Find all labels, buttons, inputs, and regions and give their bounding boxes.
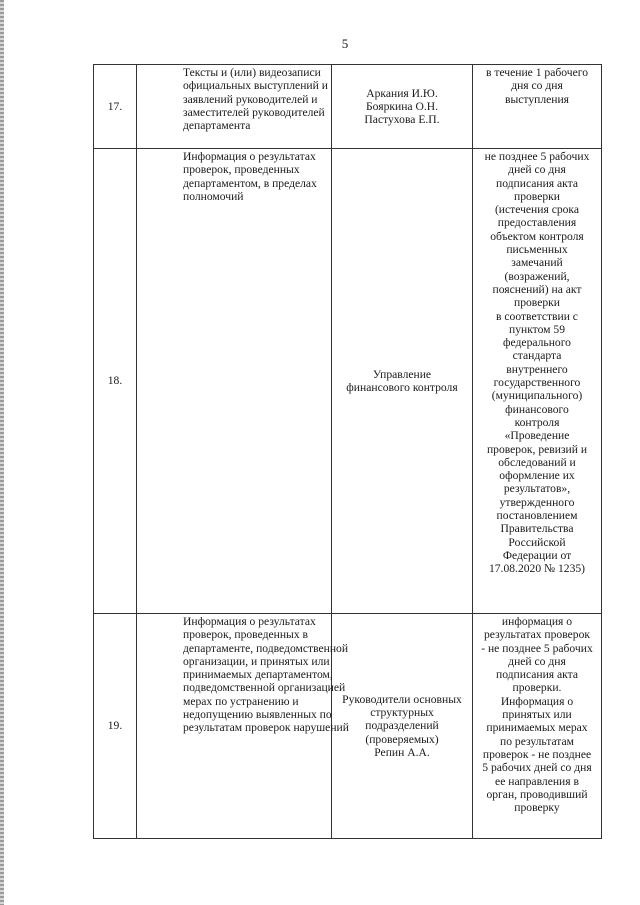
responsible-cell [332,65,473,149]
term-cell [473,614,602,839]
term-cell-line: пунктом 59 [508,322,565,336]
term-cell-line: результатах проверок [483,628,591,642]
term-cell-line: (истечения срока [494,203,580,217]
info-cell-line: проверок, проведенных [183,163,300,177]
info-cell-line: результатам проверок нарушений [183,721,349,735]
term-cell-line: финансового [505,402,569,416]
info-cell-line: мерах по устранению и [183,694,299,708]
responsible-cell [332,614,473,839]
info-cell-line: заместителей руководителей [183,105,325,119]
info-cell-line: официальных выступлений и [183,79,328,93]
term-cell-line: результатов», [503,482,571,496]
term-cell-line: ее направления в [495,774,579,788]
info-cell-line: организации, и принятых или [183,654,330,668]
term-cell-line: письменных [506,243,568,257]
table-row [94,149,602,614]
responsible-cell-line: Руководители основных [342,692,462,706]
term-cell-line: проверку [514,801,560,815]
info-cell [137,614,349,839]
term-cell-line: дней со дня [508,654,566,668]
document-table [93,64,602,839]
term-cell-line: проверки. [512,681,562,695]
term-cell-line: оформление их [499,469,575,483]
row-number: 19. [94,614,137,839]
info-cell-line: Информация о результатах [183,150,316,163]
term-cell-line: - не позднее 5 рабочих [481,641,593,655]
term-cell-line: принятых или [502,708,572,722]
term-cell-line: (муниципального) [491,389,583,403]
info-cell-line: департаменте, подведомственной [183,641,349,655]
responsible-cell-line: подразделений [365,719,439,733]
info-cell-line: Информация о результатах [183,615,316,628]
responsible-cell-line: (проверяемых) [365,732,439,746]
term-cell-line: замечаний [511,256,563,270]
term-cell-line: утвержденного [499,495,575,509]
term-cell-line: дней со дня [508,163,566,177]
info-cell-line: заявлений руководителей и [183,92,318,106]
row-number: 18. [94,149,137,614]
term-cell-line: обследований и [498,455,576,469]
term-cell [473,65,602,149]
term-cell-line: дня со дня [511,79,563,93]
info-cell-line: принимаемых департаментом, [183,668,333,682]
term-cell-line: не позднее 5 рабочих [484,150,590,163]
responsible-cell-line: финансового контроля [346,381,458,394]
responsible-cell-line: структурных [370,706,434,720]
row-number: 17. [94,65,137,149]
info-cell-line: недопущению выявленных по [183,708,332,722]
info-cell-line: подведомственной организацией [183,681,346,695]
term-cell-line: внутреннего [506,362,568,376]
info-cell [137,149,332,614]
responsible-cell-line: Аркания И.Ю. [366,86,438,100]
term-cell-line: пояснений) на акт [492,282,582,296]
term-cell-line: государственного [493,376,581,390]
term-cell-line: проверок - не позднее [482,747,592,761]
info-cell-line: проверок, проведенных в [183,628,308,642]
term-cell-line: принимаемых мерах [486,721,588,735]
term-cell-line: Федерации от [502,548,572,562]
term-cell-line: информация о [501,615,573,628]
table-row [94,614,602,839]
scan-edge [0,0,4,905]
table-row [94,65,602,149]
term-cell-line: орган, проводивший [486,787,588,801]
term-cell-line: контроля [514,415,560,429]
term-cell-line: подписания акта [495,176,579,190]
term-cell-line: проверки [514,189,560,203]
responsible-cell [332,149,473,614]
term-cell-line: в течение 1 рабочего [486,66,588,79]
responsible-cell-line: Бояркина О.Н. [366,99,438,113]
term-cell-line: выступления [505,92,569,106]
term-cell-line: подписания акта [495,668,579,682]
responsible-cell-line: Пастухова Е.П. [364,113,440,127]
info-cell-line: полномочий [183,189,244,203]
info-cell-line: департаментом, в пределах [183,176,317,190]
term-cell-line: по результатам [500,734,574,748]
info-cell-line: Тексты и (или) видеозаписи [183,66,321,79]
term-cell-line: Информация о [500,694,574,708]
term-cell-line: в соответствии с [496,309,578,323]
term-cell-line: 17.08.2020 № 1235) [488,562,586,576]
term-cell-line: федерального [503,336,571,350]
term-cell-line: проверок, ревизий и [486,442,588,456]
info-cell [137,65,332,149]
term-cell-line: проверки [514,296,560,310]
responsible-cell-line: Управление [372,367,432,381]
term-cell-line: 5 рабочих дней со дня [482,761,592,775]
term-cell-line: Российской [508,535,566,549]
term-cell-line: Правительства [500,522,574,536]
term-cell-line: стандарта [512,349,562,363]
term-cell-line: объектом контроля [490,229,584,243]
info-cell-line: департамента [183,119,251,133]
term-cell-line: «Проведение [504,429,570,443]
page-number: 5 [341,36,349,51]
responsible-cell-line: Репин А.А. [374,745,430,759]
term-cell-line: постановлением [496,509,578,523]
term-cell [473,149,602,614]
term-cell-line: предоставления [497,216,577,230]
term-cell-line: (возражений, [504,269,570,283]
